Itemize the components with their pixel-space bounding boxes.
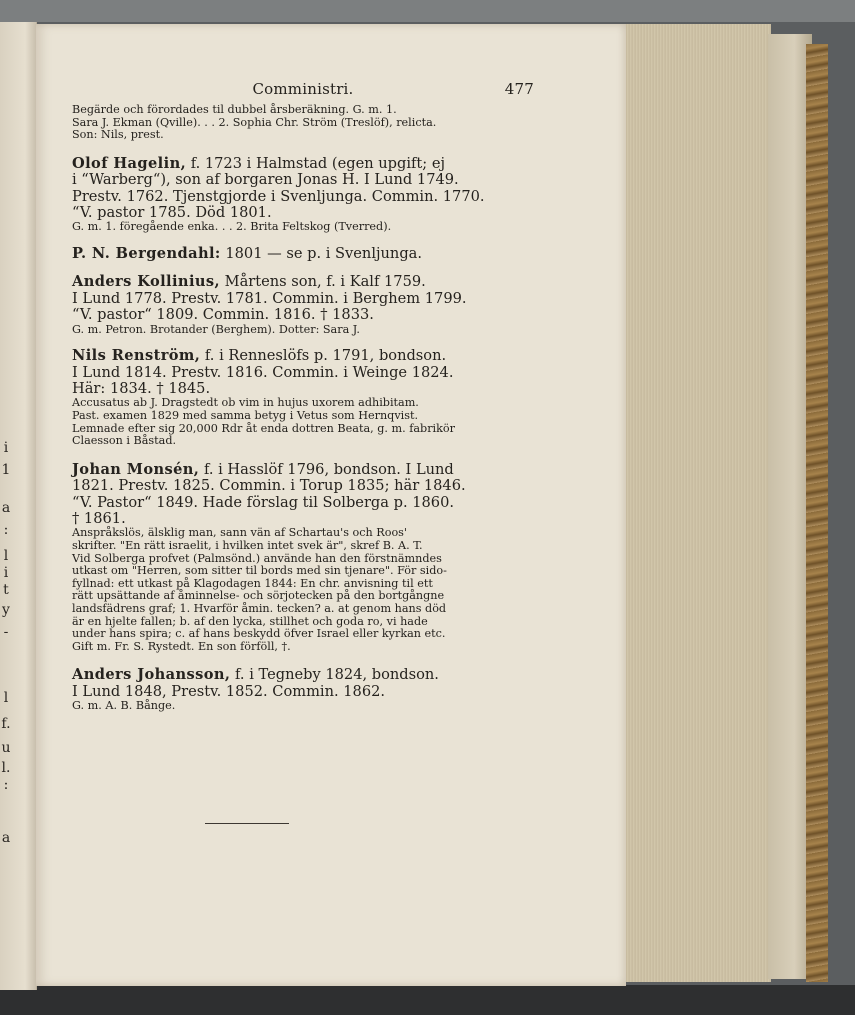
entry-line: I Lund 1848, Prestv. 1852. Commin. 1862. — [72, 682, 386, 700]
entry-first-line: Nils Renström, f. i Renneslöfs p. 1791, bondson. — [72, 347, 447, 365]
entry-first-line: Johan Monsén, f. i Hasslöf 1796, bondson. I Lund — [72, 460, 454, 478]
page-fore-edge — [620, 24, 771, 982]
entry-name: Johan Monsén, — [72, 460, 200, 478]
note-line: utkast om "Herren, som sitter til bords med sin tjenare". För sido- — [72, 564, 447, 578]
entry-line: I Lund 1814. Prestv. 1816. Commin. i Weinge 1824. — [72, 363, 454, 381]
entry-first-line: Olof Hagelin, f. 1723 i Halmstad (egen upgift; ej — [72, 154, 445, 172]
note-line: landsfädrens graf; 1. Hvarför åmin. tecken? a. at genom hans död — [72, 602, 447, 615]
previous-page-fragment: : — [3, 777, 9, 793]
page-text — [72, 80, 534, 713]
page-number: 477 — [504, 80, 534, 98]
entry-line: † 1861. — [72, 510, 126, 528]
previous-page-fragment: t — [3, 582, 9, 598]
entry-line: “V. pastor 1785. Död 1801. — [72, 204, 272, 221]
entry-line: 1821. Prestv. 1825. Commin. i Torup 1835; här 1846. — [72, 477, 466, 495]
previous-page-fragment: y — [2, 602, 10, 618]
entry-line: I Lund 1778. Prestv. 1781. Commin. i Berghem 1799. — [72, 289, 467, 307]
entry-name: P. N. Bergendahl: — [72, 245, 221, 262]
note-line: rätt upsättande af åminnelse- och sörjotecken på den bortgångne — [72, 589, 445, 603]
note-line: Son: Nils, prest. — [72, 128, 164, 142]
previous-page-fragment: i — [3, 565, 9, 581]
previous-page-fragment: l — [3, 690, 9, 706]
entry-name: Anders Kollinius, — [72, 273, 220, 291]
entry-first-line: Anders Kollinius, Mårtens son, f. i Kalf 1759. — [72, 273, 426, 291]
note-line: Accusatus ab J. Dragstedt ob vim in hujus uxorem adhibitam. — [72, 396, 419, 410]
note-line: Begärde och förordades til dubbel årsberäkning. G. m. 1. — [72, 103, 397, 116]
note-line: Claesson i Båstad. — [72, 434, 177, 448]
entry-line: i “Warberg“), son af borgaren Jonas H. I Lund 1749. — [72, 171, 459, 189]
previous-page-fragment: f. — [1, 716, 11, 732]
previous-page-fragment: a — [1, 500, 11, 516]
entry-line: Här: 1834. † 1845. — [72, 380, 211, 398]
note-line: är en hjelte fallen; b. af den lycka, stillhet och goda ro, vi hade — [72, 614, 428, 628]
previous-page-fragment: a — [1, 830, 11, 846]
book-page — [36, 24, 626, 986]
previous-page-fragment: i — [3, 440, 9, 456]
previous-page-fragment: l — [3, 548, 9, 564]
closing-rule — [205, 823, 289, 824]
running-head — [72, 80, 534, 104]
previous-page-edge — [0, 22, 37, 990]
note-line: Vid Solberga profvet (Palmsönd.) använde han den förstnämndes — [72, 551, 442, 565]
note-line: G. m. 1. föregående enka. . . 2. Brita Feltskog (Tverred). — [72, 220, 392, 234]
note-line: skrifter. "En rätt israelit, i hvilken intet svek är", skref B. A. T. — [72, 539, 423, 553]
note-line: G. m. A. B. Bånge. — [72, 699, 176, 713]
book-cover — [806, 44, 828, 982]
previous-page-fragment: l. — [1, 760, 11, 776]
note-line: Gift m. Fr. S. Rystedt. En son förföll, †. — [72, 639, 291, 653]
note-line: fyllnad: ett utkast på Klagodagen 1844: En chr. anvisning til ett — [72, 576, 433, 590]
note-line: Anspråkslös, älsklig man, sann vän af Schartau's och Roos' — [72, 526, 407, 540]
entry-first-line: P. N. Bergendahl: 1801 — se p. i Svenljunga. — [72, 245, 422, 262]
previous-page-fragment: - — [3, 624, 9, 640]
previous-page-fragment: 1 — [1, 462, 11, 478]
entry-name: Olof Hagelin, — [72, 154, 187, 172]
previous-page-fragment: : — [3, 522, 9, 538]
entry-line: “V. pastor“ 1809. Commin. 1816. † 1833. — [72, 306, 374, 324]
entry-line: Prestv. 1762. Tjenstgjorde i Svenljunga. Commin. 1770. — [72, 187, 485, 205]
entry-name: Nils Renström, — [72, 347, 201, 365]
note-line: G. m. Petron. Brotander (Berghem). Dotter: Sara J. — [72, 322, 360, 336]
entry-name: Anders Johansson, — [72, 666, 231, 684]
note-line: Sara J. Ekman (Qville). . . 2. Sophia Chr. Ström (Treslöf), relicta. — [72, 115, 437, 129]
entry-line: “V. Pastor“ 1849. Hade förslag til Solberga p. 1860. — [72, 493, 455, 511]
note-line: Lemnade efter sig 20,000 Rdr åt enda dottren Beata, g. m. fabrikör — [72, 421, 455, 435]
page-title: Comministri. — [252, 80, 354, 98]
note-line: Past. examen 1829 med samma betyg i Vetus som Hernqvist. — [72, 409, 419, 423]
previous-page-fragment: u — [1, 740, 11, 756]
entry-first-line: Anders Johansson, f. i Tegneby 1824, bondson. — [72, 666, 439, 684]
note-line: under hans spira; c. af hans beskydd öfver Israel eller kyrkan etc. — [72, 627, 446, 641]
scan-backdrop-bottom — [0, 985, 855, 1015]
scan-backdrop-top — [0, 0, 855, 22]
